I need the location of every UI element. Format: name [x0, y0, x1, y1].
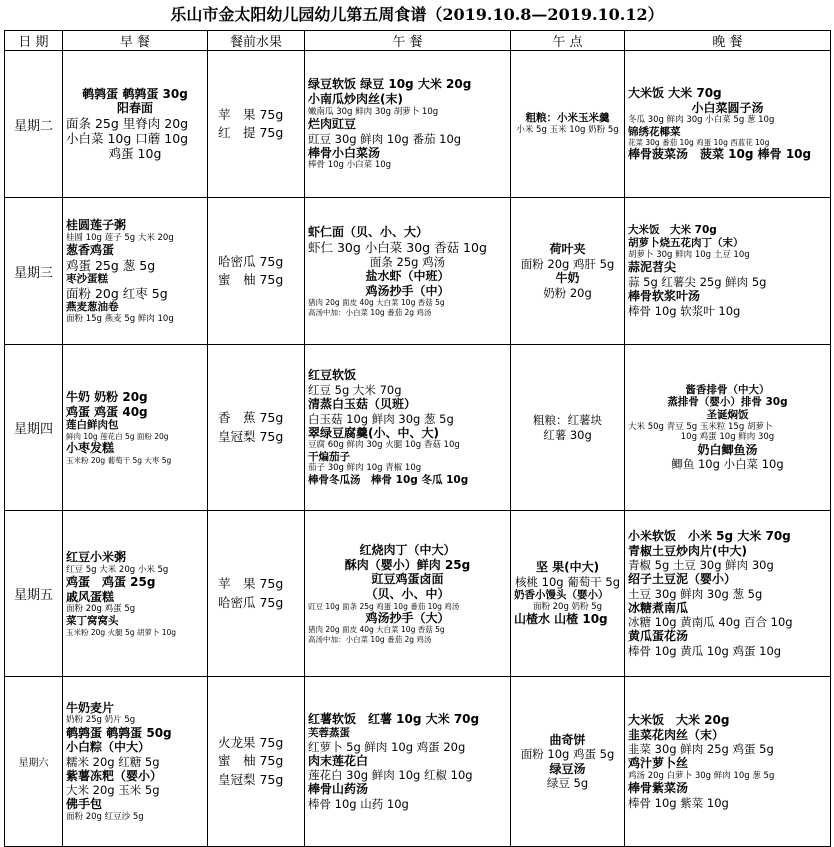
day-row — [5, 198, 831, 345]
menu-line: 面粉 15g 燕麦 5g 鲜肉 10g — [66, 313, 174, 324]
menu-line: 红萝卜 5g 鲜肉 10g 鸡蛋 20g — [308, 739, 466, 754]
menu-line: 小米 5g 玉米 10g 奶粉 5g — [516, 125, 619, 136]
menu-line: 大米饭 大米 20g — [628, 713, 730, 728]
menu-line: 鸡蛋 25g 葱 5g — [66, 257, 156, 273]
menu-line: 葱香鸡蛋 — [66, 242, 115, 257]
day-label: 星期五 — [5, 511, 63, 677]
menu-line: 棒骨软浆叶汤 — [628, 288, 701, 303]
menu-line: 鹌鹑蛋 鹌鹑蛋 30g — [82, 86, 188, 101]
menu-line: 高汤中加：小白菜 10g 番茄 2g 鸡汤 — [308, 307, 432, 317]
menu-line: 红 提 75g — [218, 125, 284, 140]
menu-line: 酥肉（婴小）鲜肉 25g — [344, 557, 471, 572]
day-row — [5, 511, 831, 677]
breakfast-cell — [63, 51, 208, 198]
fruit-cell — [208, 345, 305, 511]
menu-line: 阳春面 — [116, 101, 153, 116]
menu-line: 青椒 5g 土豆 30g 鲜肉 30g — [628, 558, 774, 573]
header-breakfast: 早 餐 — [63, 31, 208, 51]
menu-line: 蒜泥苕尖 — [628, 260, 677, 275]
dinner-cell — [625, 51, 831, 198]
menu-line: 小白菜圆子汤 — [691, 100, 764, 115]
menu-line: 干煸茄子 — [308, 450, 350, 463]
menu-line: 棒骨冬瓜汤 棒骨 10g 冬瓜 10g — [308, 473, 469, 486]
menu-line: 胡萝卜 30g 鲜肉 10g 土豆 10g — [628, 249, 750, 260]
menu-line: 鸡蛋 10g — [108, 146, 162, 162]
day-row — [5, 51, 831, 198]
header-lunch: 午 餐 — [305, 31, 511, 51]
menu-line: 棒骨小白菜汤 — [308, 145, 381, 160]
menu-line: 芙蓉蒸蛋 — [308, 726, 350, 739]
day-row — [5, 345, 831, 511]
menu-line: 高汤中加：小白菜 10g 番茄 2g 鸡汤 — [308, 634, 432, 644]
menu-line: 冰糖 10g 黄南瓜 40g 百合 10g — [628, 615, 793, 630]
breakfast-cell — [63, 511, 208, 677]
menu-line: 虾仁面（贝、小、大） — [308, 225, 429, 240]
menu-line: 荷叶夹 — [549, 242, 586, 257]
header-snack: 午 点 — [511, 31, 625, 51]
menu-line: 核桃 10g 葡萄干 5g — [514, 574, 620, 589]
menu-line: 韭菜 30g 鲜肉 25g 鸡蛋 5g — [628, 742, 774, 757]
menu-line: 烂肉豇豆 — [308, 116, 357, 131]
menu-line: 牛奶 — [555, 271, 580, 285]
menu-line: 花菜 30g 番茄 10g 鸡蛋 10g 西蓝花 10g — [628, 138, 770, 148]
menu-line: 糯米 20g 红糖 5g — [66, 754, 160, 769]
dinner-cell — [625, 511, 831, 677]
menu-line: 肉末莲花白 — [308, 753, 369, 768]
menu-line: 粗粮：小米玉米羹 — [525, 112, 610, 125]
menu-line: 奶白鲫鱼汤 — [697, 442, 758, 457]
menu-line: 豇豆 10g 面条 25g 鸡蛋 10g 番茄 10g 鸡汤 — [308, 601, 460, 611]
menu-line: 红薯 30g — [543, 427, 592, 442]
menu-line: 红烧肉丁（中大） — [359, 543, 456, 558]
snack-cell — [511, 345, 625, 511]
menu-line: 大米 20g 玉米 5g — [66, 783, 160, 798]
menu-line: 枣沙蛋糕 — [66, 272, 108, 285]
lunch-cell — [305, 345, 511, 511]
menu-line: 鸡蛋 鸡蛋 25g — [66, 575, 156, 590]
menu-line: 胡萝卜烧五花肉丁（末） — [628, 237, 744, 250]
menu-line: 鸡汤 20g 白萝卜 30g 鲜肉 10g 葱 5g — [628, 770, 775, 781]
menu-line: 桂圆 10g 莲子 5g 大米 20g — [66, 232, 174, 243]
menu-line: 莲花白 30g 鲜肉 10g 红椒 10g — [308, 768, 473, 783]
menu-line: 豇豆鸡蛋卤面 — [371, 572, 444, 587]
menu-line: 小白粽（中大） — [66, 740, 151, 755]
menu-line: 小南瓜炒肉丝(末) — [308, 92, 403, 106]
menu-line: 蜜 柚 75g — [218, 753, 284, 769]
menu-line: 奶粉 25g 奶片 5g — [66, 715, 136, 726]
menu-line: 棒骨 10g 黄瓜 10g 鸡蛋 10g — [628, 644, 782, 659]
menu-line: 红豆软饭 — [308, 368, 357, 383]
menu-line: 小米软饭 小米 5g 大米 70g — [628, 528, 791, 543]
menu-line: 玉米粉 20g 火腿 5g 胡萝卜 10g — [66, 627, 177, 637]
menu-line: 猪肉 20g 面皮 40g 大白菜 10g 香菇 5g — [308, 625, 445, 635]
menu-line: 粗粮：红薯块 — [533, 413, 602, 428]
menu-line: 棒骨 10g 紫菜 10g — [628, 795, 729, 810]
menu-line: 佛手包 — [66, 797, 103, 812]
menu-line: 绿豆 5g — [546, 776, 589, 791]
menu-line: 苹 果 75g — [218, 576, 284, 592]
menu-line: 奶粉 20g — [543, 285, 592, 300]
menu-line: 圣诞焖饭 — [706, 409, 749, 422]
menu-line: 锦绣花椰菜 — [628, 125, 681, 138]
menu-line: 鲜肉 10g 莲花白 5g 面粉 20g — [66, 432, 169, 442]
menu-line: 嫩南瓜 30g 鲜肉 30g 胡萝卜 10g — [308, 106, 439, 117]
menu-line: 苹 果 75g — [218, 106, 284, 122]
menu-line: 绿豆软饭 绿豆 10g 大米 20g — [308, 77, 472, 92]
menu-table — [4, 30, 831, 847]
menu-line: 大米饭 大米 70g — [628, 85, 722, 100]
menu-line: 棒骨 10g 软浆叶 10g — [628, 303, 741, 318]
menu-line: 坚 果(中大) — [535, 560, 600, 575]
menu-line: 面粉 10g 鸡蛋 5g — [520, 747, 615, 762]
menu-line: 虾仁 30g 小白菜 30g 香菇 10g — [308, 239, 487, 255]
menu-line: 土豆 30g 鲜肉 30g 葱 5g — [628, 586, 763, 601]
snack-cell — [511, 511, 625, 677]
day-row — [5, 677, 831, 847]
lunch-cell — [305, 677, 511, 847]
dinner-cell — [625, 198, 831, 345]
menu-line: 桂圆莲子粥 — [66, 217, 127, 232]
menu-line: 蜜 柚 75g — [218, 272, 284, 287]
menu-line: 10g 鸡蛋 10g 鲜肉 30g — [680, 432, 775, 443]
menu-line: 猪肉 20g 面皮 40g 大白菜 10g 香菇 5g — [308, 298, 445, 308]
fruit-cell — [208, 511, 305, 677]
menu-line: 鸡汁萝卜丝 — [628, 756, 689, 771]
menu-line: 红薯软饭 红薯 10g 大米 70g — [308, 712, 480, 727]
menu-line: 蒜 5g 红薯尖 25g 鲜肉 5g — [628, 274, 767, 289]
menu-line: 豆腐 60g 鲜肉 30g 火腿 10g 香菇 10g — [308, 440, 460, 451]
menu-line: 皇冠梨 75g — [218, 428, 284, 444]
menu-line: 皇冠梨 75g — [218, 771, 284, 787]
menu-line: 红豆 5g 大米 20g 小米 5g — [66, 564, 169, 575]
menu-line: 奶香小馒头（婴小） — [514, 588, 609, 601]
lunch-cell — [305, 198, 511, 345]
breakfast-cell — [63, 677, 208, 847]
menu-line: 牛奶麦片 — [66, 700, 115, 715]
menu-line: 豇豆 30g 鲜肉 10g 番茄 10g — [308, 131, 462, 146]
menu-line: 面粉 20g 红豆沙 5g — [66, 812, 144, 823]
menu-line: 盐水虾（中班） — [365, 269, 450, 284]
menu-line: 青椒土豆炒肉片(中大) — [628, 543, 747, 558]
menu-line: 鹌鹑蛋 鹌鹑蛋 50g — [66, 725, 172, 740]
menu-line: 绿豆汤 — [549, 761, 586, 776]
menu-line: 鸡蛋 鸡蛋 40g — [66, 404, 148, 419]
menu-line: 小白菜 10g 口蘑 10g — [66, 131, 189, 146]
menu-line: 棒骨 10g 小白菜 10g — [308, 160, 392, 171]
header-dinner: 晚 餐 — [625, 31, 831, 51]
menu-line: 黄瓜蛋花汤 — [628, 629, 689, 644]
menu-line: 韭菜花肉丝（末） — [628, 727, 725, 742]
menu-line: 棒骨紫菜汤 — [628, 781, 689, 796]
day-label: 星期二 — [5, 51, 63, 198]
menu-line: 紫薯冻粑（婴小） — [66, 768, 163, 783]
menu-line: 大米 50g 青豆 5g 玉米粒 15g 胡萝卜 — [628, 422, 773, 433]
menu-line: 冬瓜 30g 鲜肉 30g 小白菜 5g 葱 10g — [628, 115, 775, 126]
menu-line: 面粉 20g 奶粉 5g — [532, 601, 603, 612]
menu-line: 面粉 20g 红枣 5g — [66, 285, 168, 301]
menu-line: 棒骨 10g 山药 10g — [308, 796, 409, 811]
menu-line: 面条 25g 鸡汤 — [369, 255, 446, 270]
menu-line: 棒骨菠菜汤 菠菜 10g 棒骨 10g — [628, 147, 812, 162]
menu-line: 莲白鲜肉包 — [66, 419, 119, 432]
menu-line: 香 蕉 75g — [218, 410, 284, 426]
menu-line: 翠绿豆腐羹(小、中、大) — [308, 425, 439, 440]
fruit-cell — [208, 51, 305, 198]
fruit-cell — [208, 677, 305, 847]
menu-line: （贝、小、中） — [365, 587, 450, 602]
menu-line: 大米饭 大米 70g — [628, 224, 717, 237]
day-label: 星期三 — [5, 198, 63, 345]
lunch-cell — [305, 511, 511, 677]
day-label: 星期四 — [5, 345, 63, 511]
fruit-cell — [208, 198, 305, 345]
menu-line: 蒸排骨（婴小）排骨 30g — [667, 396, 788, 409]
snack-cell — [511, 198, 625, 345]
header-fruit: 餐前水果 — [208, 31, 305, 51]
menu-line: 绍子土豆泥（婴小） — [628, 572, 737, 587]
dinner-cell — [625, 345, 831, 511]
menu-line: 棒骨山药汤 — [308, 782, 369, 797]
menu-line: 燕麦葱油卷 — [66, 300, 119, 313]
page-title: 乐山市金太阳幼儿园幼儿第五周食谱（2019.10.8—2019.10.12） — [170, 5, 664, 24]
menu-line: 鸡汤抄手（大） — [365, 610, 450, 625]
menu-line: 鸡汤抄手（中） — [365, 283, 450, 298]
menu-line: 面粉 20g 鸡肝 5g — [520, 256, 615, 271]
menu-line: 面粉 20g 鸡蛋 5g — [66, 604, 136, 615]
menu-line: 酱香排骨（中大） — [685, 383, 770, 396]
menu-line: 面条 25g 里脊肉 20g — [66, 115, 189, 131]
snack-cell — [511, 51, 625, 198]
menu-line: 曲奇饼 — [549, 732, 586, 747]
menu-line: 玉米粉 20g 葡萄干 5g 大枣 5g — [66, 455, 172, 465]
menu-line: 清蒸白玉菇（贝班） — [308, 397, 417, 412]
dinner-cell — [625, 677, 831, 847]
lunch-cell — [305, 51, 511, 198]
menu-line: 鲫鱼 10g 小白菜 10g — [671, 457, 784, 472]
menu-line: 火龙果 75g — [218, 735, 284, 751]
header-date: 日 期 — [5, 31, 63, 51]
menu-line: 红豆 5g 大米 70g — [308, 383, 402, 398]
menu-line: 山楂水 山楂 10g — [514, 612, 608, 627]
menu-line: 白玉菇 10g 鲜肉 30g 葱 5g — [308, 411, 454, 426]
menu-line: 菜丁窝窝头 — [66, 614, 119, 627]
menu-line: 冰糖煮南瓜 — [628, 600, 689, 615]
breakfast-cell — [63, 345, 208, 511]
menu-line: 哈密瓜 75g — [218, 253, 284, 269]
menu-line: 茄子 30g 鲜肉 10g 青椒 10g — [308, 463, 422, 474]
snack-cell — [511, 677, 625, 847]
day-label: 星期六 — [5, 677, 63, 847]
header-row — [5, 31, 831, 51]
menu-line: 哈密瓜 75g — [218, 594, 284, 610]
menu-line: 牛奶 奶粉 20g — [66, 390, 148, 405]
menu-line: 戚风蛋糕 — [66, 589, 115, 604]
menu-line: 红豆小米粥 — [66, 550, 127, 565]
menu-line: 小枣发糕 — [66, 441, 115, 456]
breakfast-cell — [63, 198, 208, 345]
